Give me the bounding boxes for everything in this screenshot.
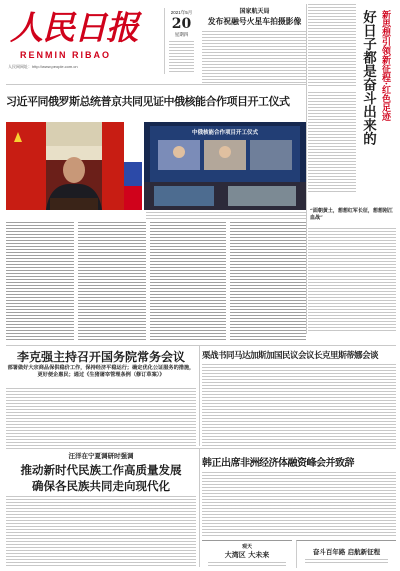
bottom-teaser-right-title: 奋斗百年路 启航新征程	[312, 548, 381, 556]
story5-body	[202, 472, 396, 536]
lead-photo-main	[6, 122, 142, 210]
top-story-kicker: 国家航天局	[239, 8, 270, 15]
story3-body	[202, 364, 396, 446]
story4-body	[6, 496, 196, 567]
top-story-body	[202, 31, 307, 83]
lead-photo-caption	[146, 212, 306, 220]
bottom-teaser-left-title: 大湾区 大未来	[224, 550, 270, 559]
masthead	[6, 6, 164, 74]
story3-headline: 栗战书同马达加斯加国民议会议长克里斯蒂娜会谈	[202, 351, 379, 361]
date-info-lines	[169, 41, 194, 73]
right-column-body-2	[308, 228, 396, 332]
divider	[199, 346, 200, 446]
bottom-teaser-left[interactable]	[202, 540, 292, 568]
bottom-teaser-right[interactable]	[296, 540, 396, 568]
lead-photo-screen	[144, 122, 306, 210]
right-column-kicker: 新思想引领新征程·红色足迹	[380, 10, 390, 122]
divider	[6, 448, 396, 449]
story4-headline-line2: 确保各民族共同走向现代化	[32, 479, 170, 493]
masthead-pinyin: RENMIN RIBAO	[20, 50, 111, 60]
lead-body-col-3	[150, 222, 226, 342]
masthead-url: 人民网网址：http://www.people.com.cn	[8, 64, 78, 69]
date-box	[164, 8, 198, 74]
lead-photo-screen-caption: 中俄核能合作项目开工仪式	[191, 130, 258, 136]
top-story	[202, 6, 307, 84]
top-story-headline: 发布祝融号火星车拍摄影像	[207, 17, 302, 26]
bottom-teaser-right-lines	[305, 559, 388, 565]
date-day: 20	[171, 16, 192, 32]
story5-headline: 韩正出席非洲经济体融资峰会并致辞	[202, 458, 354, 469]
lead-headline: 习近平同俄罗斯总统普京共同见证中俄核能合作项目开工仪式	[6, 95, 290, 108]
lead-photo-main-image	[6, 122, 142, 210]
bottom-teaser-left-lines	[208, 562, 286, 568]
right-column-quote: “面朝黄土，想想红军长征，想想刚江血战”	[310, 208, 393, 221]
right-column	[308, 4, 396, 334]
right-column-headline: 好日子都是奋斗出来的	[360, 10, 376, 145]
divider	[199, 449, 200, 567]
bottom-teaser-left-kicker: 观天	[241, 544, 252, 550]
story2-body	[6, 388, 196, 446]
divider	[6, 345, 396, 346]
lead-body-col-2	[78, 222, 146, 342]
lead-body-col-4	[230, 222, 306, 342]
right-column-body	[308, 92, 356, 192]
story4-kicker: 汪洋在宁夏调研时强调	[68, 452, 134, 460]
masthead-logo: 人民日报	[10, 8, 138, 47]
date-year-month: 2021年5月	[170, 10, 193, 15]
story4-headline-line1: 推动新时代民族工作高质量发展	[20, 463, 182, 477]
story2-headline: 李克强主持召开国务院常务会议	[16, 350, 185, 364]
divider	[6, 84, 306, 85]
right-column-top-text	[308, 4, 356, 88]
lead-body-col-1	[6, 222, 74, 342]
right-column-divider	[306, 4, 307, 334]
date-weekday: 星期四	[174, 32, 189, 37]
story2-subheadline: 部署做好大宗商品保供稳价工作，保持经济平稳运行；确定优化公证服务的措施，更好便企惠民；通过《生猪屠宰管理条例（修订草案）》	[7, 365, 195, 378]
